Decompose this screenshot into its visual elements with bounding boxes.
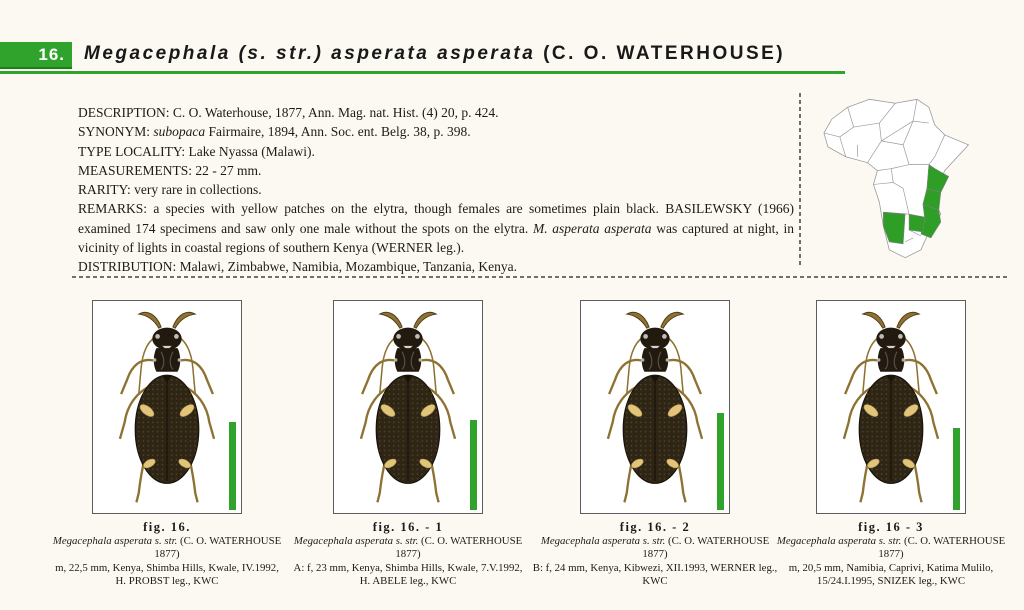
- figures-row: [0, 300, 1024, 600]
- caption-species-line: [42, 535, 292, 562]
- species-number: 16.: [38, 44, 65, 64]
- species-name: Megacephala asperata s. str.: [540, 534, 666, 547]
- beetle-photo: [338, 307, 478, 507]
- species-name: Megacephala asperata s. str.: [52, 534, 178, 547]
- caption-collector-line: 15/24.I.1995, SNIZEK leg., KWC: [816, 575, 966, 587]
- info-line: SYNONYM: subopaca Fairmaire, 1894, Ann. Soc. ent. Belg. 38, p. 398.: [78, 124, 471, 140]
- beetle-photo: [821, 307, 961, 507]
- figure: [283, 300, 533, 589]
- horizontal-dashed-divider: [72, 276, 1010, 278]
- caption-specimen-line: B: f, 24 mm, Kenya, Kibwezi, XII.1993, WERNER leg.,: [532, 561, 778, 574]
- info-line: REMARKS: a species with yellow patches on the elytra, though females are sometimes plain black. BASILEWSKY (1966) examined 174 specimens and saw only one male without the spots on the elytra. M. asperata asperata was captured at night, in vicinity of lights in coastal regions of southern Kenya (WERNER leg.).: [78, 201, 794, 256]
- page-title: [84, 43, 785, 65]
- figure: [530, 300, 780, 589]
- vertical-dashed-divider: [799, 93, 801, 268]
- africa-distribution-map: [818, 92, 1016, 268]
- caption-specimen-line: m, 20,5 mm, Namibia, Caprivi, Katima Mulilo,: [788, 561, 994, 574]
- caption-collector-line: H. PROBST leg., KWC: [115, 575, 219, 587]
- figure-label: fig. 16. - 1: [372, 520, 444, 534]
- taxon-info-block: [78, 103, 794, 277]
- species-title-italic: Megacephala (s. str.) asperata asperata: [84, 43, 536, 64]
- caption-species-line: [530, 535, 780, 562]
- info-line: MEASUREMENTS: 22 - 27 mm.: [78, 162, 262, 178]
- species-author: (C. O. WATERHOUSE 1877): [395, 534, 523, 560]
- green-scale-bar: [229, 422, 236, 510]
- species-title-author: (C. O. WATERHOUSE): [543, 43, 786, 64]
- beetle-photo: [97, 307, 237, 507]
- info-line: DISTRIBUTION: Malawi, Zimbabwe, Namibia, Mozambique, Tanzania, Kenya.: [78, 259, 517, 275]
- figure-label: fig. 16.: [143, 520, 191, 534]
- figure-label: fig. 16 - 3: [858, 520, 924, 534]
- beetle-photo-box: [580, 300, 730, 514]
- caption-species-line: [766, 535, 1016, 562]
- africa-map-svg: [818, 92, 1016, 268]
- green-scale-bar: [717, 413, 724, 510]
- caption-specimen-line: m, 22,5 mm, Kenya, Shimba Hills, Kwale, IV.1992,: [55, 561, 279, 574]
- figure-caption: [283, 521, 533, 589]
- caption-species-line: [283, 535, 533, 562]
- species-author: (C. O. WATERHOUSE 1877): [642, 534, 770, 560]
- species-number-badge: [0, 42, 72, 69]
- species-header: [0, 42, 1024, 76]
- figure-caption: [530, 521, 780, 589]
- info-line: TYPE LOCALITY: Lake Nyassa (Malawi).: [78, 143, 315, 159]
- caption-collector-line: H. ABELE leg., KWC: [359, 575, 457, 587]
- figure-caption: [42, 521, 292, 589]
- caption-collector-line: KWC: [642, 575, 668, 587]
- figure: [766, 300, 1016, 589]
- figure-label: fig. 16. - 2: [619, 520, 691, 534]
- beetle-photo-box: [816, 300, 966, 514]
- info-line: DESCRIPTION: C. O. Waterhouse, 1877, Ann. Mag. nat. Hist. (4) 20, p. 424.: [78, 105, 499, 120]
- header-underline: [0, 71, 845, 74]
- beetle-photo-box: [92, 300, 242, 514]
- green-scale-bar: [953, 428, 960, 510]
- info-line: RARITY: very rare in collections.: [78, 182, 262, 198]
- beetle-photo-box: [333, 300, 483, 514]
- species-name: Megacephala asperata s. str.: [776, 534, 902, 547]
- figure-caption: [766, 521, 1016, 589]
- species-name: Megacephala asperata s. str.: [293, 534, 419, 547]
- caption-specimen-line: A: f, 23 mm, Kenya, Shimba Hills, Kwale, 7.V.1992,: [293, 561, 523, 574]
- beetle-photo: [585, 307, 725, 507]
- green-scale-bar: [470, 420, 477, 510]
- figure: [42, 300, 292, 589]
- country-zimbabwe: [909, 214, 925, 232]
- species-author: (C. O. WATERHOUSE 1877): [878, 534, 1006, 560]
- species-author: (C. O. WATERHOUSE 1877): [154, 534, 282, 560]
